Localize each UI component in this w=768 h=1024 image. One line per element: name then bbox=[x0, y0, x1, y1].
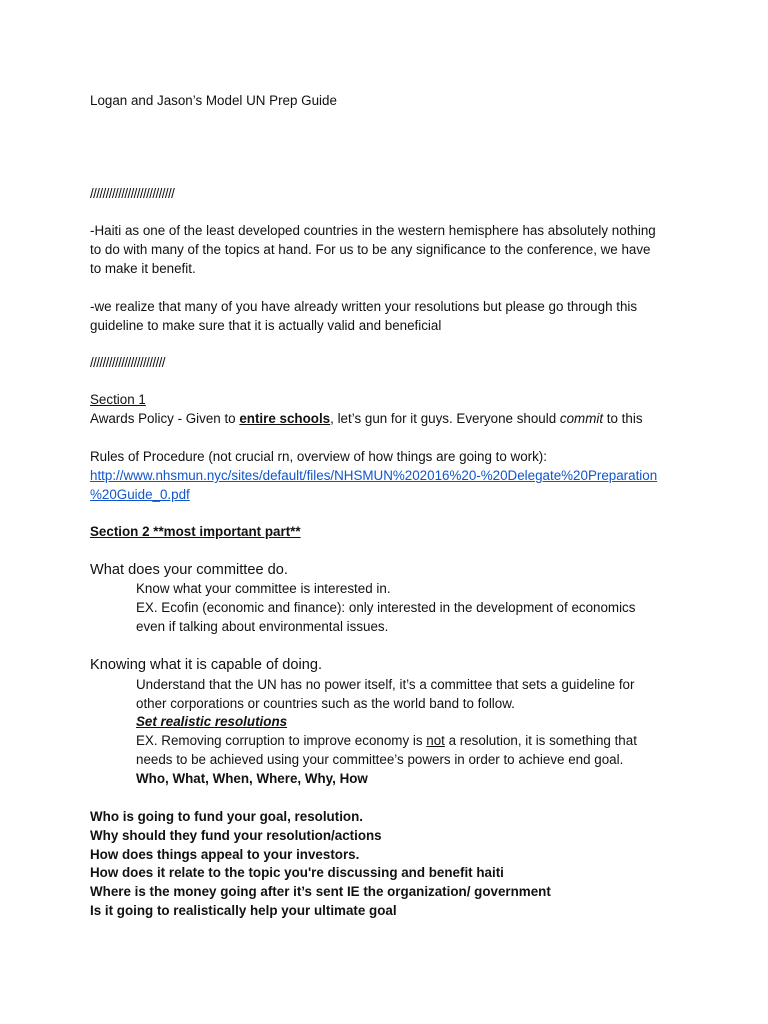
committee-line2: EX. Ecofin (economic and finance): only interested in the development of economics bbox=[136, 600, 636, 615]
committee-line1: Know what your committee is interested in. bbox=[136, 581, 391, 596]
example-line1 bbox=[136, 732, 637, 750]
question-item: How does it relate to the topic you're discussing and benefit haiti bbox=[90, 865, 504, 880]
committee-heading: What does your committee do. bbox=[90, 562, 288, 578]
document-title: Logan and Jason’s Model UN Prep Guide bbox=[90, 93, 337, 108]
awards-suffix: to this bbox=[603, 411, 643, 426]
section2-heading: Section 2 **most important part** bbox=[90, 524, 301, 539]
example-line2: needs to be achieved using your committee’s powers in order to achieve end goal. bbox=[136, 752, 624, 767]
question-item: Is it going to realistically help your ultimate goal bbox=[90, 903, 397, 918]
example-suffix: a resolution, it is something that bbox=[444, 733, 637, 748]
intro-p1-line2: to do with many of the topics at hand. For us to be any significance to the conference, we have bbox=[90, 242, 651, 257]
committee-line3: even if talking about environmental issues. bbox=[136, 619, 389, 634]
intro-p1-line3: to make it benefit. bbox=[90, 261, 196, 276]
intro-p1-line1: -Haiti as one of the least developed countries in the western hemisphere has absolutely nothing bbox=[90, 223, 656, 238]
example-emphasis: not bbox=[426, 733, 445, 748]
capable-line1: Understand that the UN has no power itself, it’s a committee that sets a guideline for bbox=[136, 677, 635, 692]
guide-link-line1[interactable]: http://www.nhsmun.nyc/sites/default/files/NHSMUN%202016%20-%20Delegate%20Preparation bbox=[90, 468, 658, 483]
intro-p2-line2: guideline to make sure that it is actually valid and beneficial bbox=[90, 318, 442, 333]
five-w-line: Who, What, When, Where, Why, How bbox=[136, 771, 368, 786]
awards-prefix: Awards Policy - Given to bbox=[90, 411, 240, 426]
rules-of-procedure: Rules of Procedure (not crucial rn, overview of how things are going to work): bbox=[90, 449, 547, 464]
example-prefix: EX. Removing corruption to improve economy is bbox=[136, 733, 427, 748]
question-item: Why should they fund your resolution/actions bbox=[90, 828, 382, 843]
realistic-resolutions-heading: Set realistic resolutions bbox=[136, 714, 288, 729]
separator-line: //////////////////////// bbox=[90, 355, 165, 370]
question-item: Who is going to fund your goal, resolution. bbox=[90, 809, 363, 824]
intro-p2-line1: -we realize that many of you have already written your resolutions but please go through this bbox=[90, 299, 638, 314]
guide-link-line2[interactable]: %20Guide_0.pdf bbox=[90, 487, 190, 502]
question-item: How does things appeal to your investors. bbox=[90, 847, 360, 862]
awards-italic: commit bbox=[559, 411, 604, 426]
awards-policy-line bbox=[90, 410, 643, 428]
question-item: Where is the money going after it’s sent IE the organization/ government bbox=[90, 884, 551, 899]
section1-heading: Section 1 bbox=[90, 392, 146, 407]
separator-line: /////////////////////////// bbox=[90, 186, 175, 201]
awards-emphasis: entire schools bbox=[239, 411, 331, 426]
capable-heading: Knowing what it is capable of doing. bbox=[90, 657, 323, 673]
capable-line2: other corporations or countries such as the world band to follow. bbox=[136, 696, 515, 711]
awards-middle: , let’s gun for it guys. Everyone should bbox=[330, 411, 560, 426]
